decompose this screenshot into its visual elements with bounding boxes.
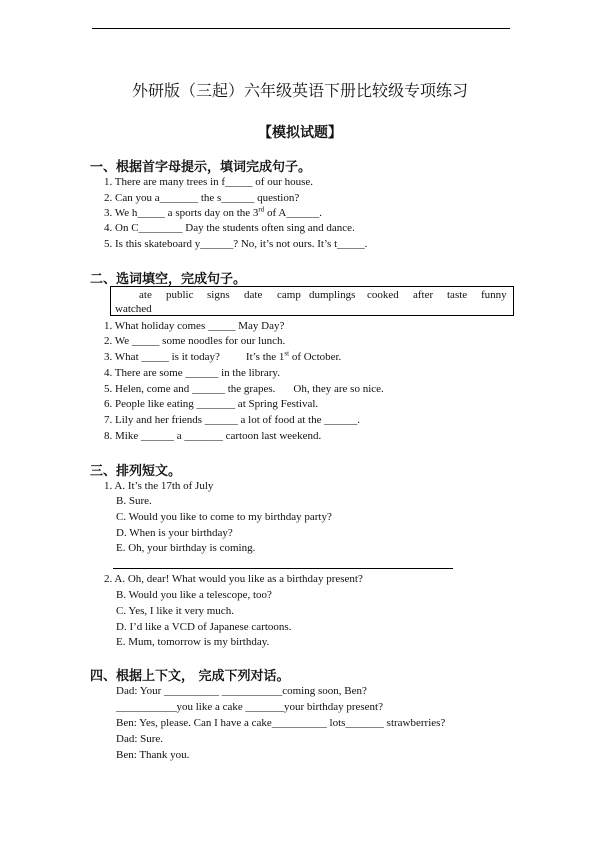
s3-g2-option: D. I’d like a VCD of Japanese cartoons. [116,621,292,633]
s3-g1-option: D. When is your birthday? [116,527,233,539]
s3-g1-option: C. Would you like to come to my birthday party? [116,511,332,523]
word-bank-item: signs [207,289,230,301]
s2-question-6: 6. People like eating _______ at Spring Festival. [104,398,319,410]
section1-heading: 一、根据首字母提示，填词完成句子。 [90,160,312,175]
s2-question-4: 4. There are some ______ in the library. [104,367,280,379]
s2-question-1: 1. What holiday comes _____ May Day? [104,320,285,332]
dialogue-line: Ben: Yes, please. Can I have a cake__________ lots_______ strawberries? [116,717,446,729]
word-bank-item: public [166,289,194,301]
page-subtitle: 【模拟试题】 [258,125,342,141]
word-bank [110,286,514,316]
section3-heading: 三、排列短文。 [90,464,182,479]
word-bank-item: dumplings [309,289,356,301]
page-title: 外研版（三起）六年级英语下册比较级专项练习 [131,81,468,100]
dialogue-line: Dad: Your __________ ___________coming soon, Ben? [116,685,367,697]
s2-question-8: 8. Mike ______ a _______ cartoon last weekend. [104,430,322,442]
s2-question-3: 3. What _____ is it today? It’s the 1st of October. [104,349,342,363]
word-bank-item: ate [139,289,152,301]
s1-question-2: 2. Can you a_______ the s______ question? [104,192,300,204]
s3-g2-option: E. Mum, tomorrow is my birthday. [116,636,270,648]
word-bank-item: cooked [367,289,399,301]
s3-g2-option: B. Would you like a telescope, too? [116,589,272,601]
word-bank-item: funny [481,289,507,301]
s3-g1-option: B. Sure. [116,495,152,507]
s3-g1-option: 1. A. It’s the 17th of July [104,480,214,492]
word-bank-item: watched [115,303,152,315]
s2-question-5: 5. Helen, come and ______ the grapes. Oh, they are so nice. [104,383,384,395]
s1-question-5: 5. Is this skateboard y______? No, it’s not ours. It’s t_____. [104,238,368,250]
s1-question-3: 3. We h_____ a sports day on the 3rd of A______. [104,205,323,219]
s2-question-7: 7. Lily and her friends ______ a lot of food at the ______. [104,414,361,426]
top-rule [92,28,510,29]
section2-heading: 二、选词填空，完成句子。 [90,272,247,287]
s3-g2-option: 2. A. Oh, dear! What would you like as a birthday present? [104,573,363,585]
dialogue-line: Dad: Sure. [116,733,164,745]
s3-g1-option: E. Oh, your birthday is coming. [116,542,256,554]
word-bank-item: after [413,289,434,301]
answer-line [113,568,453,569]
word-bank-item: taste [447,289,468,301]
s3-g2-option: C. Yes, I like it very much. [116,605,234,617]
word-bank-item: camp [277,289,301,301]
dialogue-line: ___________you like a cake _______your birthday present? [116,701,383,713]
word-bank-item: date [244,289,263,301]
s1-question-4: 4. On C________ Day the students often sing and dance. [104,222,355,234]
s1-question-1: 1. There are many trees in f_____ of our house. [104,176,314,188]
section4-heading: 四、根据上下文， 完成下列对话。 [90,669,290,684]
dialogue-line: Ben: Thank you. [116,749,190,761]
s2-question-2: 2. We _____ some noodles for our lunch. [104,335,286,347]
